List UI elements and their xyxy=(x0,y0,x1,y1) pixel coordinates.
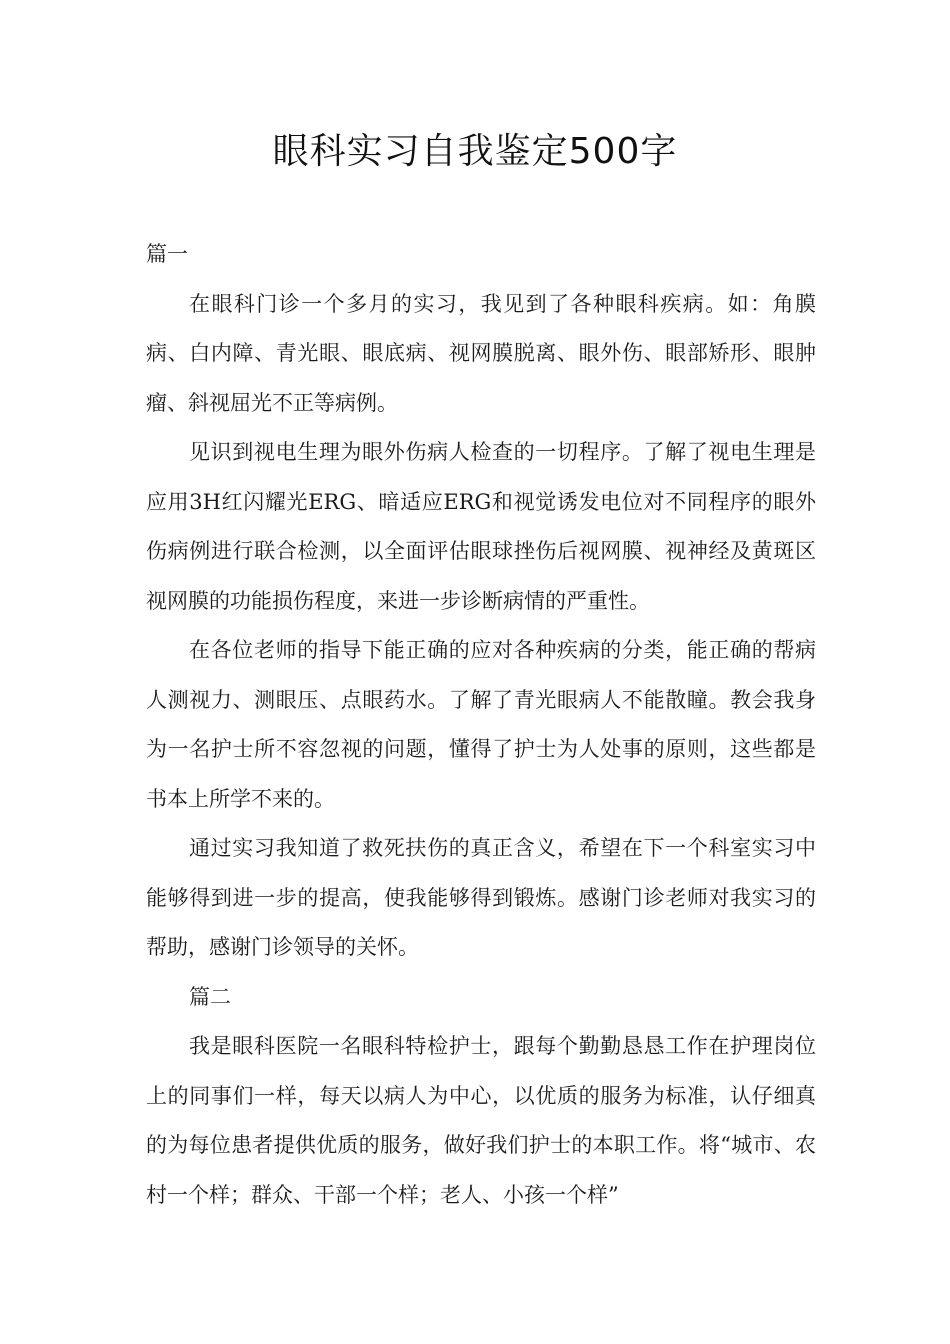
paragraph: 我是眼科医院一名眼科特检护士，跟每个勤勤恳恳工作在护理岗位上的同事们一样，每天以病人为中心，以优质的服务为标准，认仔细真的为每位患者提供优质的服务，做好我们护士的本职工作。将“城市、农村一个样；群众、干部一个样；老人、小孩一个样” xyxy=(146,1034,816,1207)
paragraph: 通过实习我知道了救死扶伤的真正含义，希望在下一个科室实习中能够得到进一步的提高，使我能够得到锻炼。感谢门诊老师对我实习的帮助，感谢门诊领导的关怀。 xyxy=(146,836,816,959)
document-body xyxy=(146,230,816,1220)
paragraph: 在各位老师的指导下能正确的应对各种疾病的分类，能正确的帮病人测视力、测眼压、点眼药水。了解了青光眼病人不能散瞳。教会我身为一名护士所不容忽视的问题，懂得了护士为人处事的原则，这些都是书本上所学不来的。 xyxy=(146,638,816,811)
document-title: 眼科实习自我鉴定500字 xyxy=(272,131,678,172)
paragraph: 在眼科门诊一个多月的实习，我见到了各种眼科疾病。如：角膜病、白内障、青光眼、眼底病、视网膜脱离、眼外伤、眼部矫形、眼肿瘤、斜视屈光不正等病例。 xyxy=(146,291,816,415)
paragraph: 见识到视电生理为眼外伤病人检查的一切程序。了解了视电生理是应用3H红闪耀光ERG、暗适应ERG和视觉诱发电位对不同程序的眼外伤病例进行联合检测，以全面评估眼球挫伤后视网膜、视神经及黄斑区视网膜的功能损伤程度，来进一步诊断病情的严重性。 xyxy=(146,440,816,613)
section-heading-2: 篇二 xyxy=(189,984,231,1009)
section-heading-1: 篇一 xyxy=(146,242,188,266)
